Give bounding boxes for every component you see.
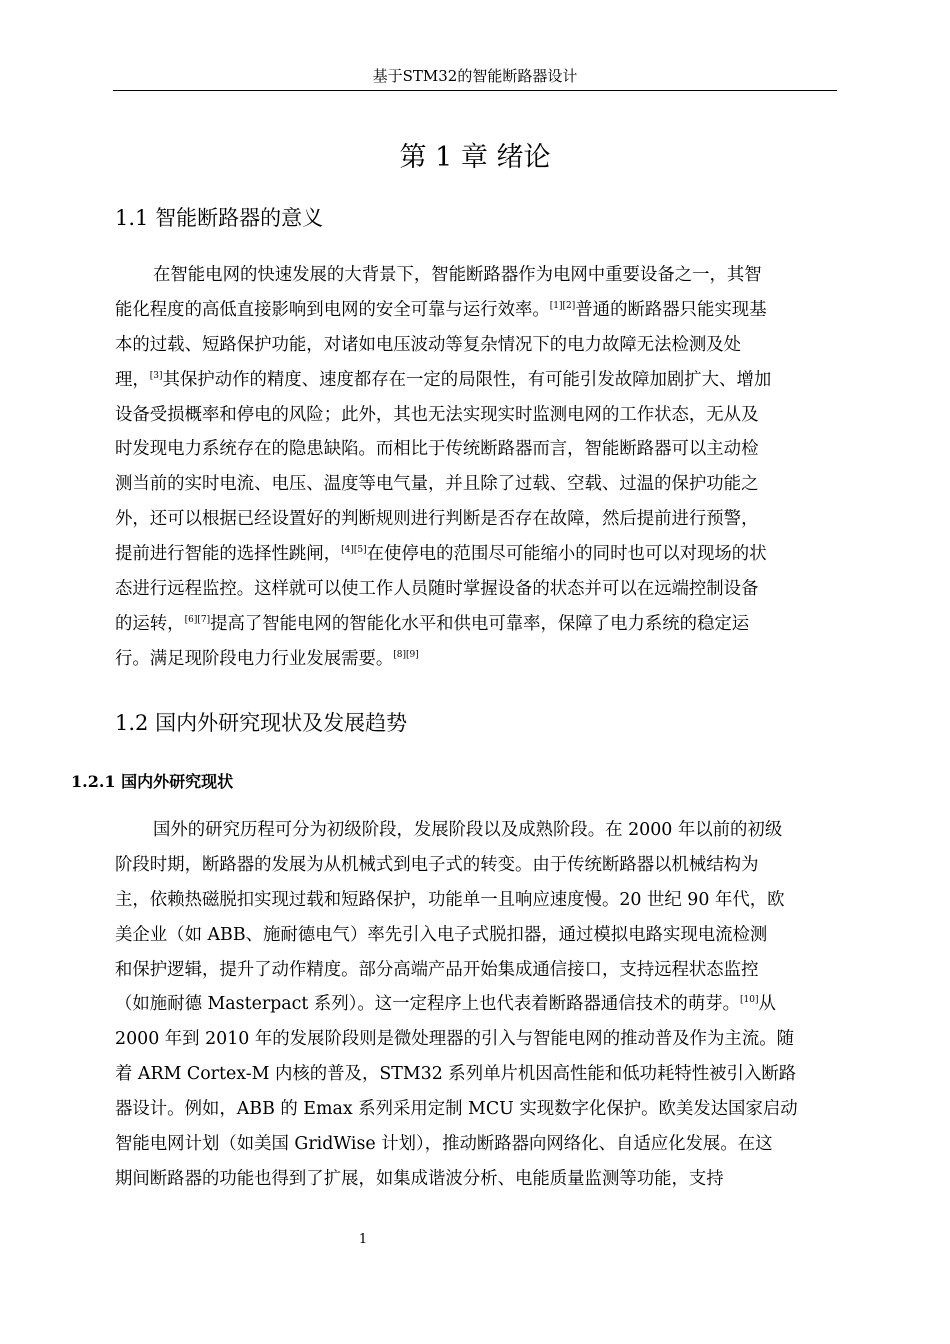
text-run: 和保护逻辑，提升了动作精度。部分高端产品开始集成通信接口，支持远程状态监控 (115, 959, 759, 980)
citation-reference: [10] (740, 995, 759, 1006)
section-heading-1-1: 1.1 智能断路器的意义 (115, 206, 324, 230)
chapter-title: 第 1 章 绪论 (399, 142, 551, 173)
text-run: 本的过载、短路保护功能，对诸如电压波动等复杂情况下的电力故障无法检测及处 (115, 334, 742, 355)
text-run: 阶段时期，断路器的发展为从机械式到电子式的转变。由于传统断路器以机械结构为 (115, 854, 759, 875)
text-line (115, 918, 839, 953)
text-line (115, 1092, 839, 1127)
text-run: （如施耐德 Masterpact 系列）。这一定程序上也代表着断路器通信技术的萌芽。 (115, 994, 740, 1015)
citation-reference: [6][7] (184, 614, 211, 625)
text-line (115, 537, 839, 572)
text-run: 从 (758, 994, 776, 1015)
text-run: 国外的研究历程可分为初级阶段，发展阶段以及成熟阶段。在 2000 年以前的初级 (153, 820, 783, 840)
text-run: 着 ARM Cortex-M 内核的普及，STM32 系列单片机因高性能和低功耗特性被引入断路 (115, 1064, 797, 1085)
text-run: 主，依赖热磁脱扣实现过载和短路保护，功能单一且响应速度慢。20 世纪 90 年代，欧 (115, 889, 785, 910)
text-run: 态进行远程监控。这样就可以使工作人员随时掌握设备的状态并可以在远端控制设备 (115, 579, 759, 600)
text-run: 测当前的实时电流、电压、温度等电气量，并且除了过载、空载、过温的保护功能之 (115, 474, 759, 495)
text-run: 美企业（如 ABB、施耐德电气）率先引入电子式脱扣器，通过模拟电路实现电流检测 (115, 924, 768, 945)
header-rule (113, 90, 837, 91)
text-line (115, 502, 839, 537)
text-line (115, 1057, 839, 1092)
text-run: 器设计。例如，ABB 的 Emax 系列采用定制 MCU 实现数字化保护。欧美发达国家启动 (115, 1099, 798, 1120)
text-line (115, 363, 839, 398)
citation-reference: [1][2] (549, 300, 576, 311)
running-header: 基于STM32的智能断路器设计 (372, 67, 578, 85)
text-line (115, 1162, 839, 1197)
text-line (115, 328, 839, 363)
text-run: 其保护动作的精度、速度都存在一定的局限性，有可能引发故障加剧扩大、增加 (162, 369, 772, 390)
text-run: 提前进行智能的选择性跳闸， (115, 544, 342, 565)
text-run: 时发现电力系统存在的隐患缺陷。而相比于传统断路器而言，智能断路器可以主动检 (115, 439, 759, 460)
text-line (115, 398, 839, 433)
text-line (115, 607, 839, 642)
text-line (115, 572, 839, 607)
citation-reference: [3] (149, 370, 163, 381)
text-line (115, 293, 839, 328)
text-run: 智能电网计划（如美国 GridWise 计划），推动断路器向网络化、自适应化发展。在这 (115, 1134, 773, 1155)
text-line (115, 953, 839, 988)
text-run: 能化程度的高低直接影响到电网的安全可靠与运行效率。 (115, 299, 550, 320)
text-run: 提高了智能电网的智能化水平和供电可靠率，保障了电力系统的稳定运 (210, 613, 750, 634)
text-run: 设备受损概率和停电的风险；此外，其也无法实现实时监测电网的工作状态，无从及 (115, 404, 759, 425)
citation-reference: [8][9] (393, 649, 419, 660)
page-number: 1 (358, 1232, 368, 1247)
text-line (115, 848, 839, 883)
section-heading-1-2: 1.2 国内外研究现状及发展趋势 (115, 711, 408, 735)
text-line (115, 1127, 839, 1162)
text-line (115, 432, 839, 467)
text-run: 行。满足现阶段电力行业发展需要。 (115, 648, 394, 669)
text-run: 理， (115, 369, 150, 390)
text-run: 在使停电的范围尽可能缩小的同时也可以对现场的状 (366, 544, 767, 565)
citation-reference: [4][5] (341, 545, 367, 556)
text-line (115, 258, 839, 293)
text-run: 2000 年到 2010 年的发展阶段则是微处理器的引入与智能电网的推动普及作为主流。随 (115, 1029, 794, 1050)
text-line (115, 813, 839, 848)
text-line (115, 642, 839, 677)
text-line (115, 467, 839, 502)
body-paragraph-1-1 (115, 258, 839, 677)
body-paragraph-1-2-1 (115, 813, 839, 1197)
text-run: 期间断路器的功能也得到了扩展，如集成谐波分析、电能质量监测等功能，支持 (115, 1168, 724, 1189)
text-run: 在智能电网的快速发展的大背景下，智能断路器作为电网中重要设备之一，其智 (153, 265, 762, 285)
text-run: 普通的断路器只能实现基 (575, 299, 767, 320)
text-line (115, 883, 839, 918)
text-run: 的运转， (115, 613, 185, 634)
text-line (115, 987, 839, 1022)
subsection-heading-1-2-1: 1.2.1 国内外研究现状 (71, 772, 234, 791)
text-run: 外，还可以根据已经设置好的判断规则进行判断是否存在故障，然后提前进行预警， (115, 509, 759, 530)
text-line (115, 1022, 839, 1057)
